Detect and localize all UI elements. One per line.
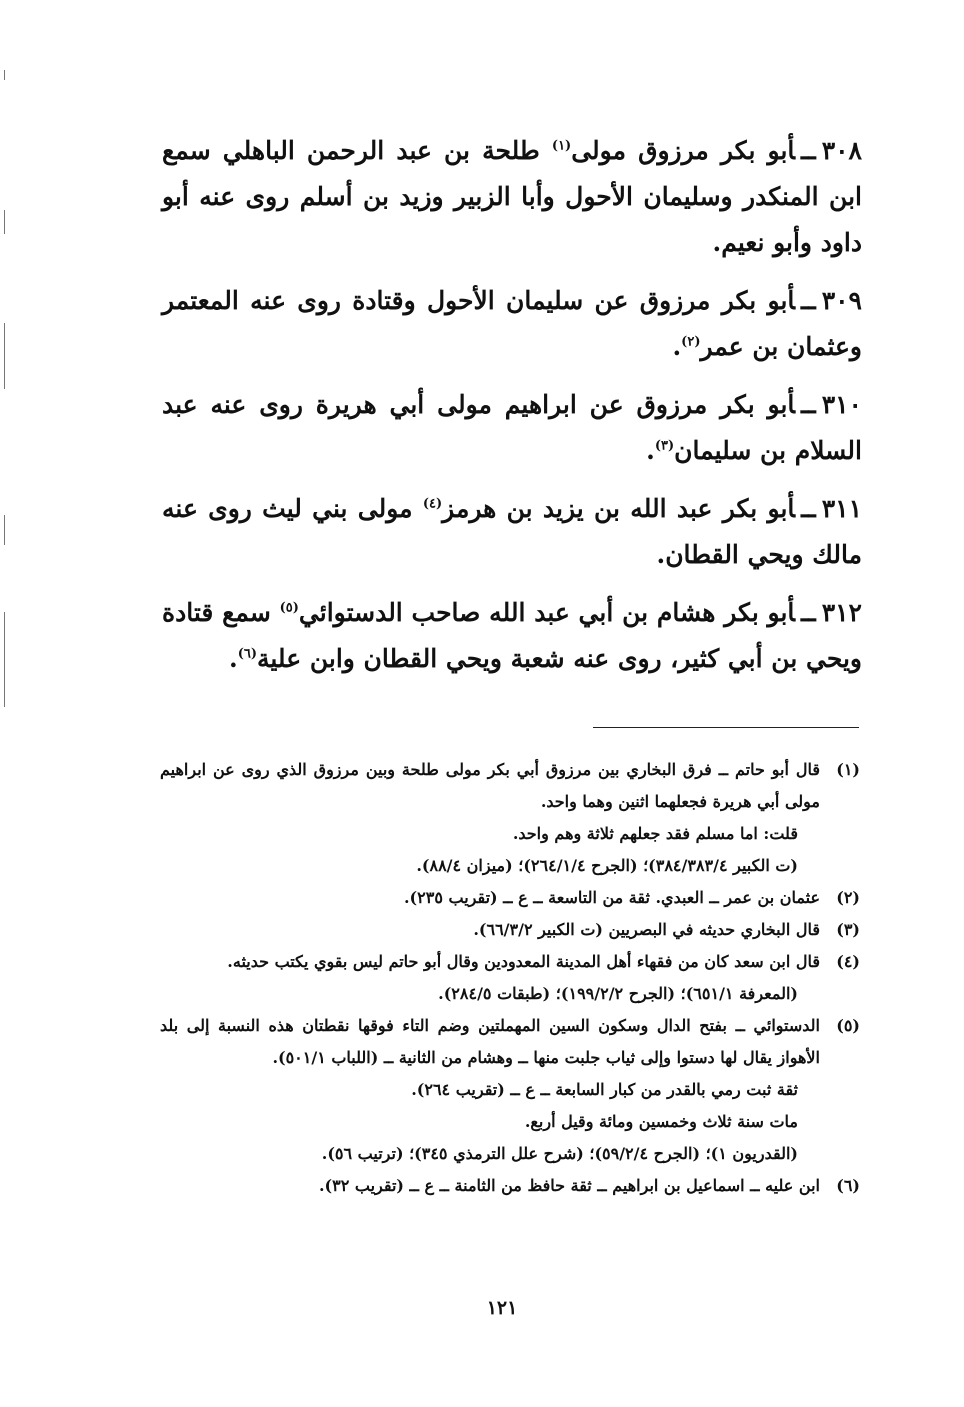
- footnote-2: [160, 882, 860, 914]
- footnote-sub-line: قلت: اما مسلم فقد جعلهم ثلاثة وهم واحد.: [512, 824, 798, 843]
- entry-text: أبو بكر مرزوق عن سليمان الأحول وقتادة روى عنه المعتمر وعثمان بن عمر: [162, 286, 862, 361]
- entry-308: [162, 128, 862, 266]
- scan-edge-mark: [4, 323, 5, 389]
- entry-text: طلحة بن عبد الرحمن الباهلي سمع ابن المنكدر وسليمان الأحول وأبا الزبير وزيد بن أسلم روى عنه أبو داود وأبو نعيم.: [162, 136, 862, 257]
- entries-list: [162, 128, 862, 694]
- entry-number: ٣١١: [821, 494, 863, 523]
- footnote-sub-line: (المعرفة ٦٥١/١)؛ (الجرح ١٩٩/٢/٢)؛ (طبقات ٢٨٤/٥).: [438, 984, 798, 1003]
- entry-text: .: [672, 332, 682, 361]
- footnote-4: [160, 946, 860, 1010]
- entry-dash: ــ: [801, 390, 816, 419]
- entry-number: ٣٠٨: [821, 136, 862, 165]
- footnote-line: عثمان بن عمر ــ العبدي. ثقة من التاسعة ــ ع ــ (تقريب ٢٣٥).: [403, 888, 820, 907]
- footnote-body: [160, 754, 820, 882]
- footnote-1: [160, 754, 860, 882]
- entry-text: أبو بكر عبد الله بن يزيد بن هرمز: [442, 494, 796, 523]
- entry-number: ٣٠٩: [821, 286, 862, 315]
- footnote-number: (١): [836, 760, 860, 779]
- footnote-5: [160, 1010, 860, 1170]
- footnote-ref: (٤): [422, 496, 443, 512]
- footnote-6: [160, 1170, 860, 1202]
- footnote-ref: (٦): [237, 646, 257, 662]
- footnote-3: [160, 914, 860, 946]
- entry-number: ٣١٢: [821, 598, 862, 627]
- entry-309: [162, 278, 862, 370]
- entry-dash: ــ: [801, 494, 816, 523]
- footnote-number: (٥): [836, 1016, 860, 1035]
- footnote-line: الدستوائي ــ بفتح الدال وسكون السين المهملتين وضم التاء فوقها نقطتان هذه النسبة إلى بلد الأهواز يقال لها دستوا وإلى ثياب جلبت منها ــ وهشام من الثانية ــ (اللباب ٥٠١/١).: [160, 1016, 821, 1067]
- footnote-line: ابن عليه ــ اسماعيل بن ابراهيم ــ ثقة حافظ من الثامنة ــ ع ــ (تقريب ٣٢).: [318, 1176, 820, 1195]
- page-number: ١٢١: [486, 1297, 518, 1319]
- footnote-number: (٤): [836, 952, 860, 971]
- entry-text: أبو بكر مرزوق عن ابراهيم مولى أبي هريرة روى عنه عبد السلام بن سليمان: [162, 390, 862, 465]
- footnote-ref: (٢): [681, 334, 701, 350]
- scan-edge-mark: [4, 612, 5, 707]
- footnote-line: قال ابن سعد كان من فقهاء أهل المدينة المعدودين وقال أبو حاتم ليس بقوي يكتب حديثه.: [227, 952, 820, 971]
- footnote-sub-line: مات سنة ثلاث وخمسين ومائة وقيل أربع.: [524, 1112, 798, 1131]
- scan-edge-mark: [4, 70, 5, 80]
- entry-text: سمع قتادة ويحي بن أبي كثير، روى عنه شعبة ويحي القطان وابن علية: [162, 598, 862, 673]
- footnote-ref: (٥): [279, 600, 299, 616]
- footnote-line: قال أبو حاتم ــ فرق البخاري بين مرزوق أبي بكر مولى طلحة وبين مرزوق الذي روى عن ابراهيم مولى أبي هريرة فجعلهما اثنين وهما واحد.: [160, 760, 820, 811]
- entry-dash: ــ: [801, 136, 816, 165]
- scan-edge-mark: [4, 515, 5, 545]
- entry-text: أبو بكر مرزوق مولى: [571, 136, 796, 165]
- entry-dash: ــ: [801, 286, 816, 315]
- footnote-sub-line: (القدريون ١)؛ (الجرح ٥٩/٢/٤)؛ (شرح علل الترمذي ٣٤٥)؛ (ترتيب ٥٦).: [321, 1144, 798, 1163]
- entry-text: .: [646, 436, 655, 465]
- footnote-sub-line: ثقة ثبت رمي بالقدر من كبار السابعة ــ ع ــ (تقريب ٢٦٤).: [411, 1080, 798, 1099]
- entry-text: مولى بني ليث روى عنه مالك ويحي القطان.: [162, 494, 862, 569]
- footnotes: [160, 754, 860, 1202]
- footnote-separator: [593, 727, 859, 728]
- footnote-body: [160, 914, 820, 946]
- entry-310: [162, 382, 862, 474]
- entry-number: ٣١٠: [821, 390, 862, 419]
- footnote-number: (٣): [836, 920, 860, 939]
- footnote-number: (٦): [836, 1176, 860, 1195]
- footnote-body: [160, 1170, 820, 1202]
- scan-edge-mark: [4, 210, 5, 234]
- footnote-number: (٢): [836, 888, 860, 907]
- entry-dash: ــ: [801, 598, 816, 627]
- entry-text: .: [228, 644, 238, 673]
- footnote-sub-line: (ت الكبير ٣٨٤/٣٨٣/٤)؛ (الجرح ٢٦٤/١/٤)؛ (ميزان ٨٨/٤).: [416, 856, 798, 875]
- entry-312: [162, 590, 862, 682]
- entry-311: [162, 486, 862, 578]
- footnote-line: قال البخاري حديثه في البصريين (ت الكبير ٦٦/٣/٢).: [473, 920, 820, 939]
- footnote-ref: (٣): [654, 438, 675, 454]
- footnote-body: [160, 882, 820, 914]
- footnote-ref: (١): [551, 138, 572, 154]
- footnote-body: [160, 946, 820, 1010]
- footnote-body: [160, 1010, 820, 1170]
- entry-text: أبو بكر هشام بن أبي عبد الله صاحب الدستوائي: [298, 598, 796, 627]
